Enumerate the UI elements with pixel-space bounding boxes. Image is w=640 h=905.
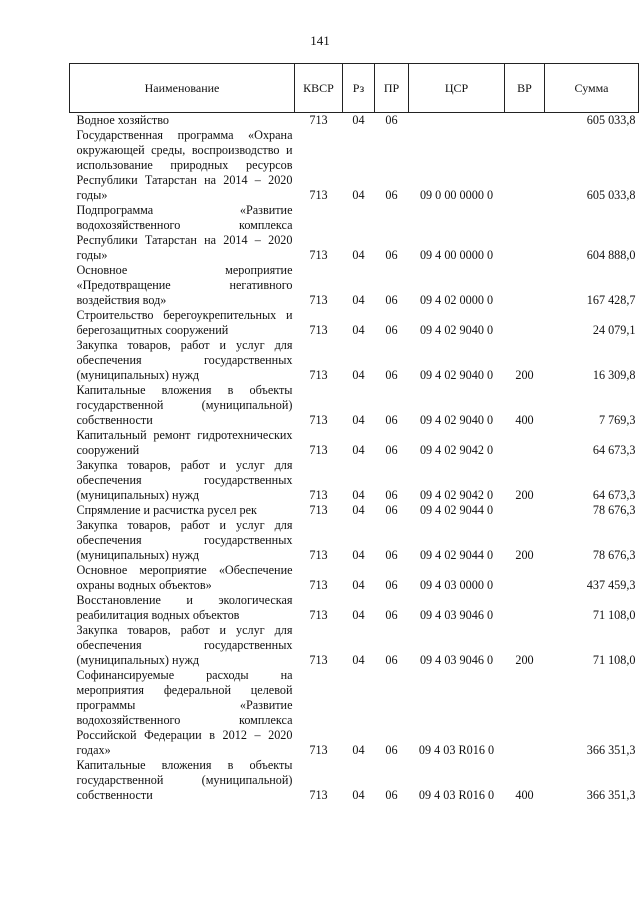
- row-pr: 06: [385, 488, 398, 502]
- row-name: Подпрограмма «Развитие водохозяйственного комплекса Республики Татарстан на 2014 – 2020 годы»: [76, 203, 293, 262]
- row-rz: 04: [352, 188, 365, 202]
- row-pr: 06: [385, 608, 398, 622]
- row-csr: 09 4 02 9040 0: [419, 413, 494, 427]
- row-sum: 24 079,1: [592, 323, 636, 337]
- row-rz: 04: [352, 653, 365, 667]
- row-rz: 04: [352, 113, 365, 127]
- row-csr: 09 4 02 9044 0: [419, 548, 494, 562]
- row-name: Капитальные вложения в объекты государственной (муниципальной) собственности: [76, 758, 293, 802]
- row-kvsr: 713: [309, 788, 328, 802]
- row-kvsr: 713: [309, 503, 328, 517]
- header-name: Наименование: [70, 64, 295, 113]
- row-csr: 09 4 03 9046 0: [419, 653, 494, 667]
- row-rz: 04: [352, 248, 365, 262]
- row-pr: 06: [385, 548, 398, 562]
- row-kvsr: 713: [309, 488, 328, 502]
- row-csr: 09 4 02 9040 0: [419, 368, 494, 382]
- row-kvsr: 713: [309, 653, 328, 667]
- table-row: [70, 203, 639, 263]
- row-pr: 06: [385, 113, 398, 127]
- row-name: Капитальные вложения в объекты государственной (муниципальной) собственности: [76, 383, 293, 427]
- row-name: Закупка товаров, работ и услуг для обеспечения государственных (муниципальных) нужд: [76, 623, 293, 667]
- row-sum: 7 769,3: [598, 413, 636, 427]
- table-row: [70, 383, 639, 428]
- row-kvsr: 713: [309, 443, 328, 457]
- row-name: Основное мероприятие «Предотвращение негативного воздействия вод»: [76, 263, 293, 307]
- row-kvsr: 713: [309, 368, 328, 382]
- row-vr: [505, 128, 545, 203]
- header-kvsr: КВСР: [295, 64, 343, 113]
- row-rz: 04: [352, 788, 365, 802]
- table-row: [70, 503, 639, 518]
- header-vr: ВР: [505, 64, 545, 113]
- table-row: [70, 263, 639, 308]
- row-sum: 366 351,3: [586, 743, 636, 757]
- row-name: Строительство берегоукрепительных и берегозащитных сооружений: [76, 308, 293, 337]
- table-row: [70, 428, 639, 458]
- table-header-row: [70, 64, 639, 113]
- row-rz: 04: [352, 488, 365, 502]
- row-vr: [505, 668, 545, 758]
- table-row: [70, 338, 639, 383]
- row-sum: 605 033,8: [586, 113, 636, 127]
- row-name: Водное хозяйство: [76, 113, 169, 127]
- row-pr: 06: [385, 248, 398, 262]
- row-vr: 400: [515, 788, 534, 802]
- row-vr: [505, 263, 545, 308]
- row-kvsr: 713: [309, 113, 328, 127]
- row-csr: 09 4 02 0000 0: [419, 293, 494, 307]
- row-kvsr: 713: [309, 548, 328, 562]
- row-kvsr: 713: [309, 608, 328, 622]
- row-kvsr: 713: [309, 323, 328, 337]
- row-name: Софинансируемые расходы на мероприятия федеральной целевой программы «Развитие водохозяйственного комплекса Российской Федерации в 2012 – 2020 годах»: [76, 668, 293, 757]
- row-kvsr: 713: [309, 188, 328, 202]
- row-sum: 437 459,3: [586, 578, 636, 592]
- row-vr: 200: [515, 488, 534, 502]
- table-row: [70, 113, 639, 129]
- row-rz: 04: [352, 578, 365, 592]
- row-csr: 09 4 03 0000 0: [419, 578, 494, 592]
- row-name: Закупка товаров, работ и услуг для обеспечения государственных (муниципальных) нужд: [76, 458, 293, 502]
- row-rz: 04: [352, 293, 365, 307]
- row-sum: 604 888,0: [586, 248, 636, 262]
- row-pr: 06: [385, 293, 398, 307]
- row-csr: 09 4 03 9046 0: [419, 608, 494, 622]
- row-kvsr: 713: [309, 743, 328, 757]
- row-vr: [505, 503, 545, 518]
- row-name: Основное мероприятие «Обеспечение охраны водных объектов»: [76, 563, 293, 592]
- row-name: Закупка товаров, работ и услуг для обеспечения государственных (муниципальных) нужд: [76, 518, 293, 562]
- header-rz: Рз: [343, 64, 375, 113]
- row-vr: 400: [515, 413, 534, 427]
- row-pr: 06: [385, 188, 398, 202]
- table-row: [70, 563, 639, 593]
- row-pr: 06: [385, 743, 398, 757]
- row-kvsr: 713: [309, 293, 328, 307]
- row-vr: [505, 563, 545, 593]
- row-pr: 06: [385, 653, 398, 667]
- row-vr: [505, 113, 545, 129]
- page-number: 141: [310, 33, 330, 48]
- table-row: [70, 623, 639, 668]
- row-csr: [409, 113, 505, 129]
- row-csr: 09 4 03 R016 0: [418, 743, 495, 757]
- row-vr: [505, 203, 545, 263]
- row-pr: 06: [385, 323, 398, 337]
- budget-table: [69, 63, 639, 803]
- row-sum: 64 673,3: [592, 488, 636, 502]
- row-vr: 200: [515, 368, 534, 382]
- row-pr: 06: [385, 788, 398, 802]
- row-vr: 200: [515, 653, 534, 667]
- table-row: [70, 128, 639, 203]
- row-csr: 09 4 02 9042 0: [419, 488, 494, 502]
- row-pr: 06: [385, 368, 398, 382]
- row-rz: 04: [352, 503, 365, 517]
- header-sum: Сумма: [545, 64, 639, 113]
- row-csr: 09 4 02 9040 0: [419, 323, 494, 337]
- row-name: Государственная программа «Охрана окружающей среды, воспроизводство и использование природных ресурсов Республики Татарстан на 2014 – 2020 годы»: [76, 128, 293, 202]
- table-row: [70, 518, 639, 563]
- row-name: Капитальный ремонт гидротехнических сооружений: [76, 428, 293, 457]
- row-name: Спрямление и расчистка русел рек: [76, 503, 257, 517]
- row-sum: 78 676,3: [592, 548, 636, 562]
- row-sum: 78 676,3: [592, 503, 636, 517]
- row-rz: 04: [352, 413, 365, 427]
- row-vr: [505, 593, 545, 623]
- row-pr: 06: [385, 413, 398, 427]
- table-row: [70, 458, 639, 503]
- row-rz: 04: [352, 548, 365, 562]
- row-csr: 09 4 02 9042 0: [419, 443, 494, 457]
- row-pr: 06: [385, 443, 398, 457]
- row-pr: 06: [385, 503, 398, 517]
- header-pr: ПР: [375, 64, 409, 113]
- row-csr: 09 0 00 0000 0: [419, 188, 494, 202]
- table-row: [70, 668, 639, 758]
- table-row: [70, 308, 639, 338]
- row-sum: 71 108,0: [592, 653, 636, 667]
- row-rz: 04: [352, 443, 365, 457]
- row-name: Закупка товаров, работ и услуг для обеспечения государственных (муниципальных) нужд: [76, 338, 293, 382]
- row-sum: 71 108,0: [592, 608, 636, 622]
- row-kvsr: 713: [309, 413, 328, 427]
- row-csr: 09 4 00 0000 0: [419, 248, 494, 262]
- row-vr: [505, 308, 545, 338]
- row-sum: 366 351,3: [586, 788, 636, 802]
- row-vr: [505, 428, 545, 458]
- table-row: [70, 758, 639, 803]
- row-rz: 04: [352, 368, 365, 382]
- row-sum: 167 428,7: [586, 293, 636, 307]
- row-vr: 200: [515, 548, 534, 562]
- row-sum: 16 309,8: [592, 368, 636, 382]
- row-kvsr: 713: [309, 578, 328, 592]
- row-rz: 04: [352, 743, 365, 757]
- row-sum: 605 033,8: [586, 188, 636, 202]
- row-kvsr: 713: [309, 248, 328, 262]
- row-pr: 06: [385, 578, 398, 592]
- row-rz: 04: [352, 608, 365, 622]
- table-row: [70, 593, 639, 623]
- header-csr: ЦСР: [409, 64, 505, 113]
- row-csr: 09 4 03 R016 0: [418, 788, 495, 802]
- row-name: Восстановление и экологическая реабилитация водных объектов: [76, 593, 293, 622]
- row-csr: 09 4 02 9044 0: [419, 503, 494, 517]
- row-sum: 64 673,3: [592, 443, 636, 457]
- row-rz: 04: [352, 323, 365, 337]
